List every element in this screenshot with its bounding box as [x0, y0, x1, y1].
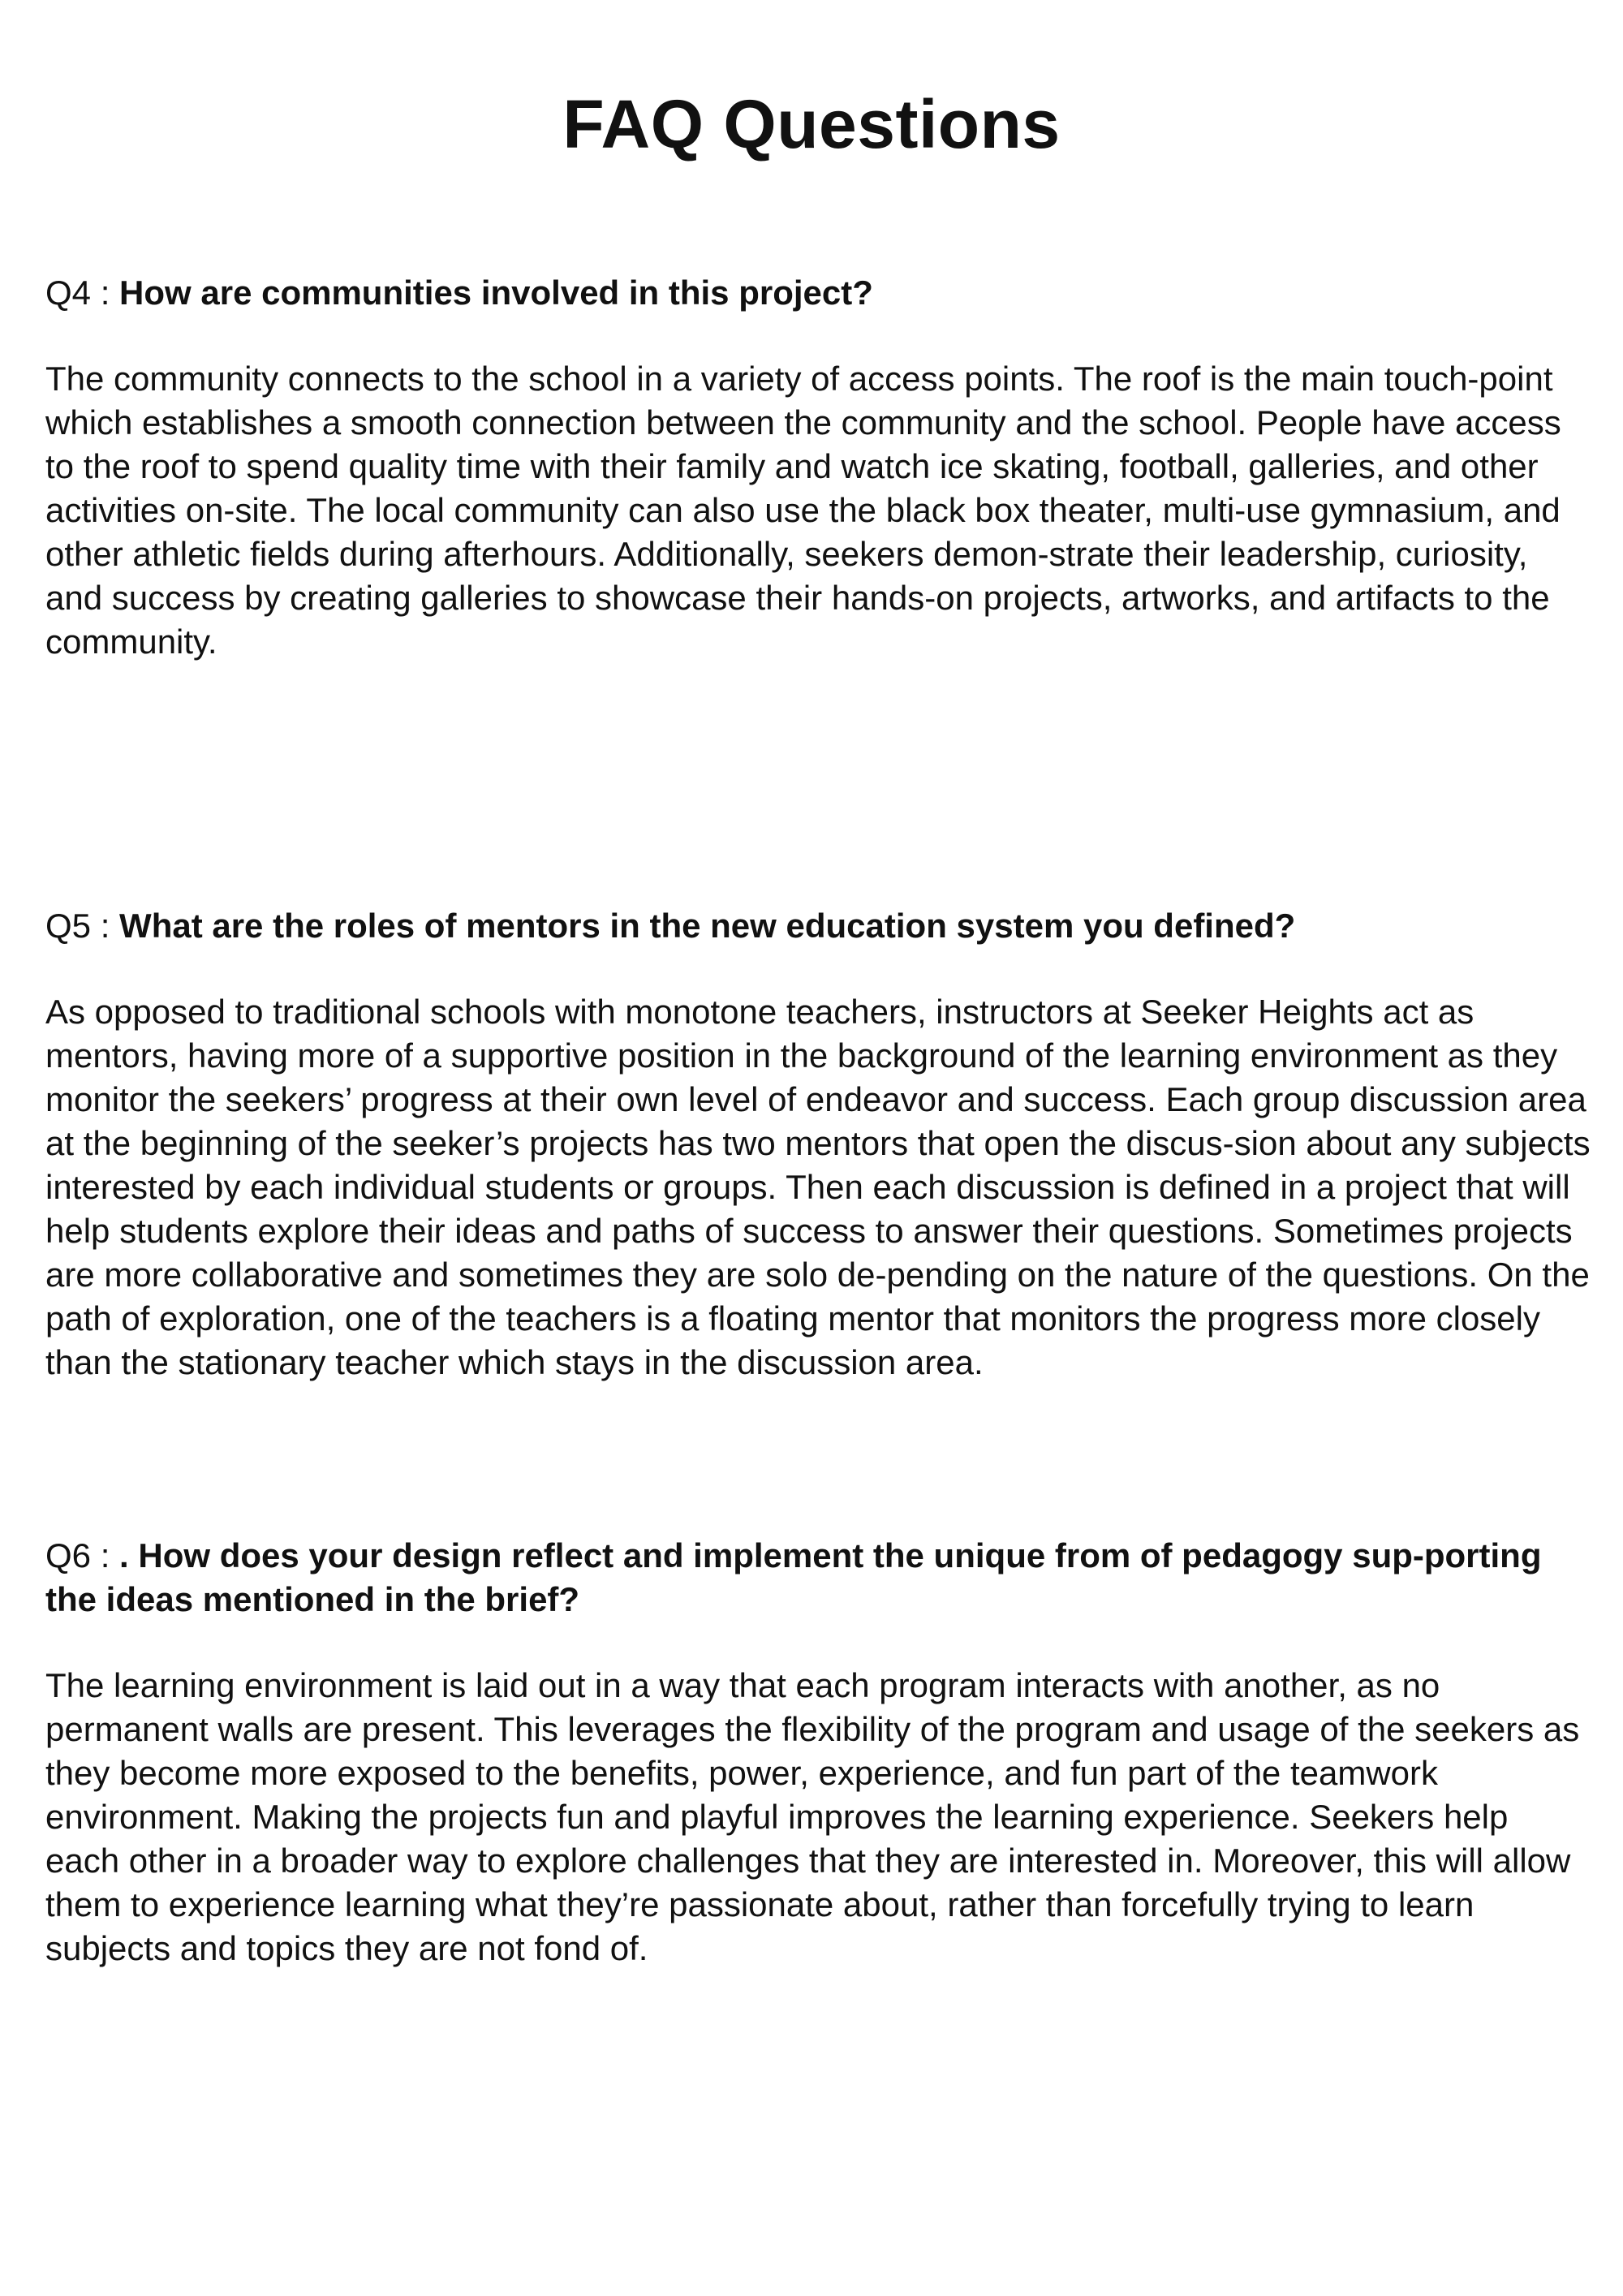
- faq-item-q4: [45, 271, 1591, 664]
- faq-answer: The learning environment is laid out in a way that each program interacts with another, as no permanent walls are present. This leverages the flexibility of the program and usage of the seekers as they become more exposed to the benefits, power, experience, and fun part of the teamwork environment. Making the projects fun and playful improves the learning experience. Seekers help each other in a broader way to explore challenges that they are interested in. Moreover, this will allow them to experience learning what they’re passionate about, rather than forcefully trying to learn subjects and topics they are not fond of.: [45, 1666, 1580, 1967]
- question-number: Q5 :: [45, 907, 120, 945]
- faq-item-q5: [45, 904, 1591, 1385]
- faq-answer: As opposed to traditional schools with monotone teachers, instructors at Seeker Heights act as mentors, having more of a supportive position in the background of the learning environment as they monitor the seekers’ progress at their own level of endeavor and success. Each group discussion area at the beginning of the seeker’s projects has two mentors that open the discus-sion about any subjects interested by each individual students or groups. Then each discussion is defined in a project that will help students explore their ideas and paths of success to answer their questions. Sometimes projects are more collaborative and sometimes they are solo de-pending on the nature of the questions. On the path of exploration, one of the teachers is a floating mentor that monitors the progress more closely than the stationary teacher which stays in the discussion area.: [45, 993, 1591, 1381]
- question-number: Q6 :: [45, 1536, 120, 1574]
- faq-question: [45, 271, 1591, 315]
- faq-answer: The community connects to the school in a variety of access points. The roof is the main touch-point which establishes a smooth connection between the community and the school. People have access to the roof to spend quality time with their family and watch ice skating, football, galleries, and other activities on-site. The local community can also use the black box theater, multi-use gymnasium, and other athletic fields during afterhours. Additionally, seekers demon-strate their leadership, curiosity, and success by creating galleries to showcase their hands-on projects, artworks, and artifacts to the community.: [45, 360, 1561, 661]
- question-text: What are the roles of mentors in the new education system you defined?: [119, 907, 1296, 945]
- faq-question: [45, 1534, 1591, 1622]
- question-text: How are communities involved in this project?: [119, 274, 873, 312]
- question-text: . How does your design reflect and implement the unique from of pedagogy sup-porting the ideas mentioned in the brief?: [45, 1536, 1542, 1618]
- faq-item-q6: [45, 1534, 1591, 1971]
- faq-question: [45, 904, 1591, 948]
- page-title: FAQ Questions: [562, 86, 1061, 162]
- question-number: Q4 :: [45, 274, 120, 312]
